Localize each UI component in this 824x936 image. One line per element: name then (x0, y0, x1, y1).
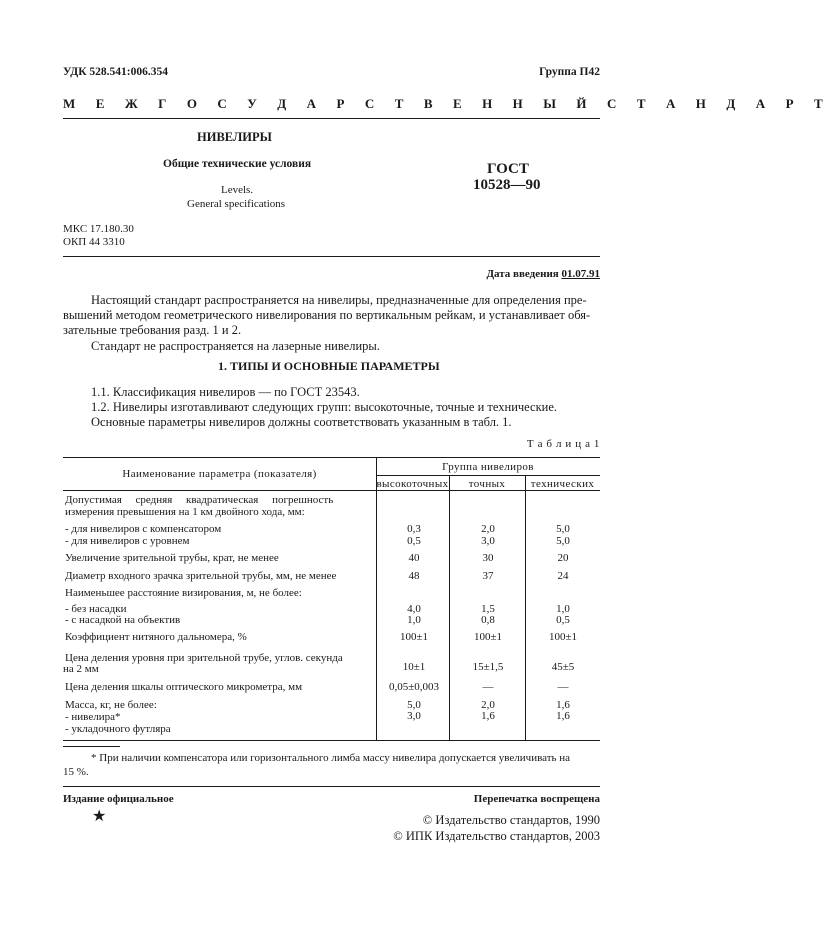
footer-rule (63, 786, 600, 787)
table-col-line-2 (449, 475, 450, 740)
footnote-line-2: 15 %. (63, 766, 89, 778)
row-label: Цена деления шкалы оптического микрометра, мм (65, 681, 303, 693)
row-value: 1,0 (407, 614, 421, 626)
row-value: 2,0 (481, 523, 495, 535)
group-column-header: Группа нивелиров (442, 461, 534, 473)
udk-code: УДК 528.541:006.354 (63, 66, 168, 78)
gost-number: 10528—90 (473, 177, 541, 193)
row-value: 4,0 (407, 603, 421, 615)
row-value: 2,0 (481, 699, 495, 711)
okp-code: ОКП 44 3310 (63, 236, 125, 248)
row-value: 1,6 (556, 699, 570, 711)
clause-1-2-cont: Основные параметры нивелиров должны соответствовать указанным в табл. 1. (91, 415, 512, 429)
row-label: Цена деления уровня при зрительной трубе, углов. секунда (65, 652, 343, 664)
header-rule (63, 118, 600, 119)
row-value: 0,5 (407, 535, 421, 547)
param-column-header: Наименование параметра (показателя) (122, 468, 317, 480)
row-value: 1,0 (556, 603, 570, 615)
table-col-line-1 (376, 458, 377, 740)
table-top-rule (63, 457, 600, 458)
row-value: 0,8 (481, 614, 495, 626)
intro-date-label: Дата введения (486, 268, 559, 280)
row-label: - укладочного футляра (65, 723, 171, 735)
row-value: 100±1 (548, 631, 578, 643)
row-value: 1,6 (481, 710, 495, 722)
intro-line-4: Стандарт не распространяется на лазерные нивелиры. (91, 339, 380, 353)
row-label: измерения превышения на 1 км двойного хода, мм: (65, 506, 305, 518)
clause-1-1: 1.1. Классификация нивелиров — по ГОСТ 23543. (91, 385, 360, 399)
column-precision: точных (468, 478, 506, 490)
row-label: - без насадки (65, 603, 127, 615)
row-value: — (557, 681, 569, 693)
row-label: Коэффициент нитяного дальномера, % (65, 631, 247, 643)
row-label: на 2 мм (63, 663, 99, 675)
table-caption: Т а б л и ц а 1 (526, 438, 600, 450)
table-header-rule (63, 490, 600, 491)
footnote-line-1: * При наличии компенсатора или горизонтального лимба массу нивелира допускается увеличивать на (91, 752, 571, 764)
star-icon: ★ (92, 808, 107, 825)
reprint-prohibited: Перепечатка воспрещена (473, 793, 600, 805)
row-value: 5,0 (556, 523, 570, 535)
row-value: 30 (482, 552, 494, 564)
row-value: 5,0 (407, 699, 421, 711)
row-value: 100±1 (399, 631, 429, 643)
clause-1-2: 1.2. Нивелиры изготавливают следующих групп: высокоточные, точные и технические. (91, 400, 558, 414)
row-value: 0,3 (407, 523, 421, 535)
footnote-rule (63, 746, 120, 747)
row-label: Масса, кг, не более: (65, 699, 157, 711)
column-high-precision: высокоточных (376, 478, 449, 490)
row-value: 0,5 (556, 614, 570, 626)
table-group-rule (376, 475, 600, 476)
row-value: 1,6 (556, 710, 570, 722)
official-edition: Издание официальное (63, 793, 174, 805)
row-value: 3,0 (481, 535, 495, 547)
english-subtitle: General specifications (187, 198, 286, 210)
mks-code: МКС 17.180.30 (63, 223, 134, 235)
row-label: Допустимая средняя квадратическая погрешность (65, 494, 334, 506)
row-label: Увеличение зрительной трубы, крат, не менее (65, 552, 279, 564)
section-heading: 1. ТИПЫ И ОСНОВНЫЕ ПАРАМЕТРЫ (218, 359, 440, 373)
intro-line-2: вышений методом геометрического нивелирования по вертикальным рейкам, и устанавливает обя- (63, 308, 591, 322)
intro-line-3: зательные требования разд. 1 и 2. (63, 323, 242, 337)
row-label: Наименьшее расстояние визирования, м, не более: (65, 587, 302, 599)
table-bottom-rule (63, 740, 600, 741)
row-value: — (482, 681, 494, 693)
english-title: Levels. (221, 184, 254, 196)
row-value: 15±1,5 (472, 661, 504, 673)
gost-label: ГОСТ (487, 161, 529, 177)
row-value: 45±5 (551, 661, 575, 673)
row-label: - для нивелиров с компенсатором (65, 523, 222, 535)
row-value: 3,0 (407, 710, 421, 722)
document-subtitle: Общие технические условия (163, 158, 312, 170)
row-value: 10±1 (402, 661, 426, 673)
row-value: 20 (557, 552, 569, 564)
row-label: - нивелира* (65, 711, 121, 723)
row-value: 5,0 (556, 535, 570, 547)
row-label: Диаметр входного зрачка зрительной трубы, мм, не менее (65, 570, 337, 582)
intro-date (486, 268, 600, 280)
column-technical: технических (530, 478, 595, 490)
row-label: - для нивелиров с уровнем (65, 535, 190, 547)
row-value: 37 (482, 570, 494, 582)
row-value: 48 (408, 570, 420, 582)
row-value: 0,05±0,003 (388, 681, 440, 693)
row-value: 24 (557, 570, 569, 582)
row-value: 40 (408, 552, 420, 564)
group-code: Группа П42 (539, 66, 600, 78)
copyright-1990: © Издательство стандартов, 1990 (422, 813, 600, 827)
copyright-2003: © ИПК Издательство стандартов, 2003 (393, 829, 600, 843)
interstate-standard-banner: М Е Ж Г О С У Д А Р С Т В Е Н Н Ы Й С Т А Н Д А Р Т (63, 96, 824, 111)
codes-rule (63, 256, 600, 257)
row-value: 100±1 (473, 631, 503, 643)
row-label: - с насадкой на объектив (65, 614, 181, 626)
table-col-line-3 (525, 475, 526, 740)
row-value: 1,5 (481, 603, 495, 615)
document-title: НИВЕЛИРЫ (197, 130, 272, 144)
intro-line-1: Настоящий стандарт распространяется на нивелиры, предназначенные для определения пре- (91, 293, 587, 307)
intro-date-value: 01.07.91 (561, 268, 600, 280)
